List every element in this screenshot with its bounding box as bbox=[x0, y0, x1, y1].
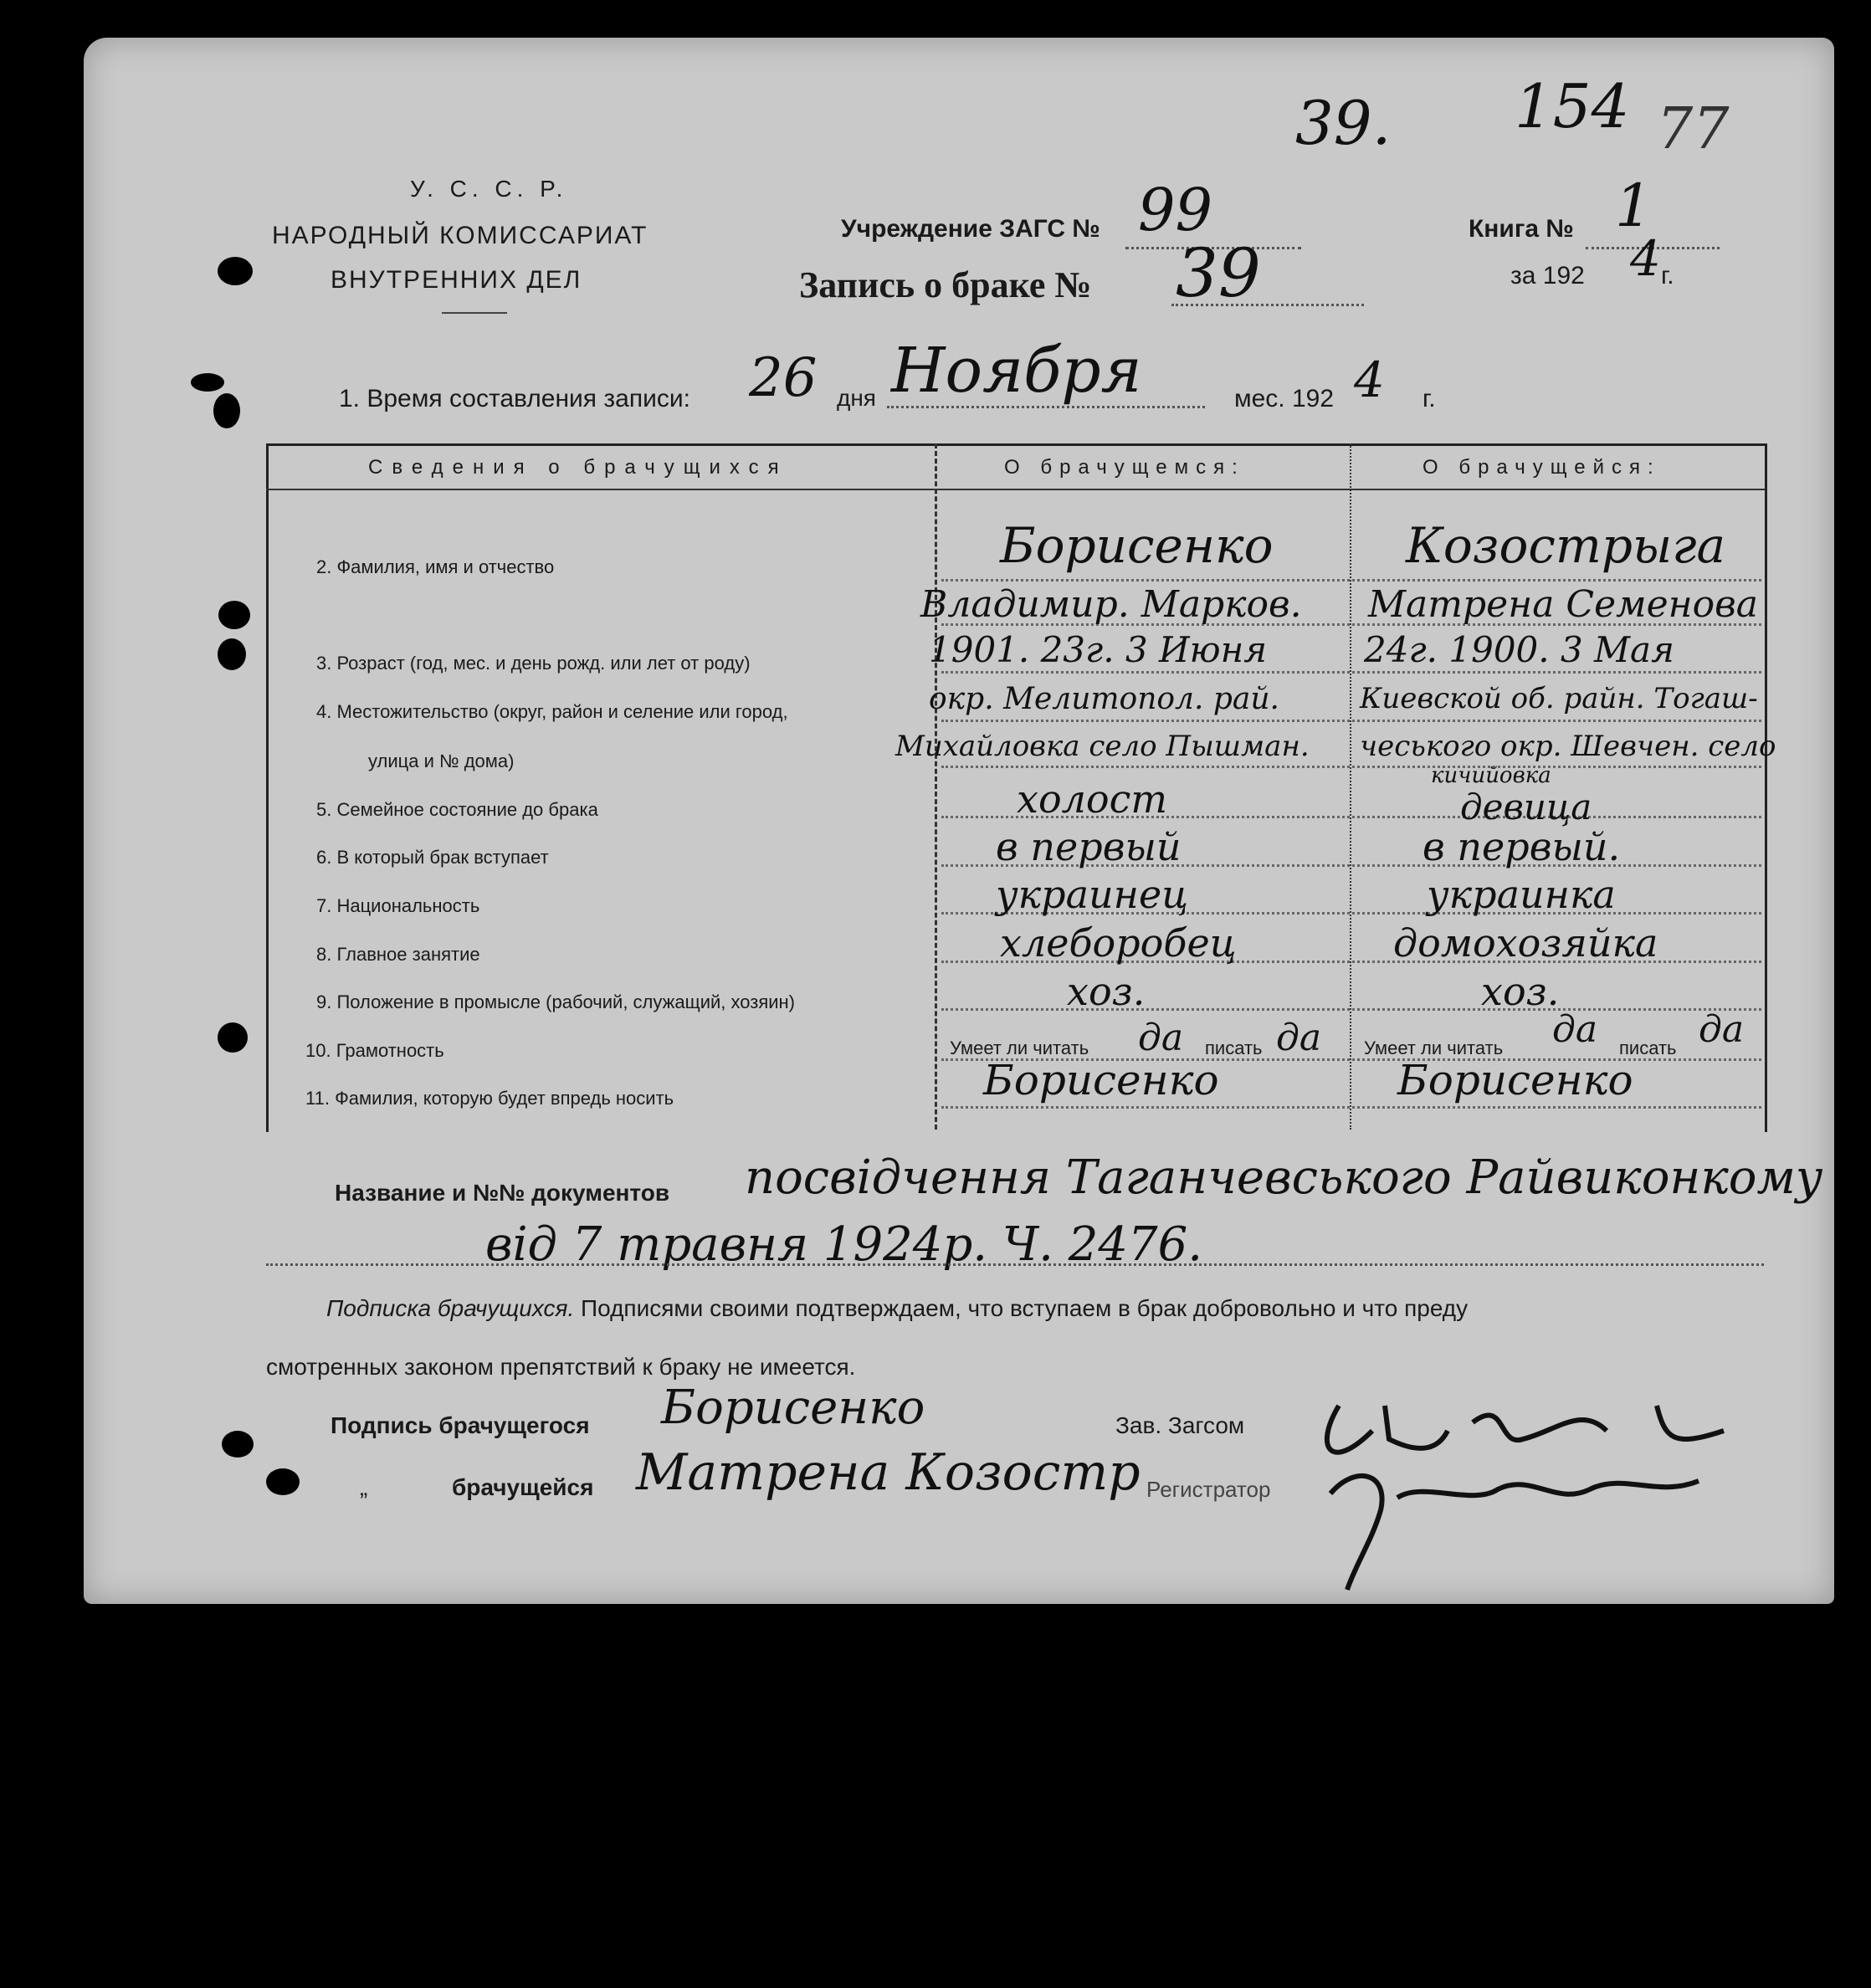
consent-title: Подписка брачущихся. bbox=[326, 1295, 575, 1321]
bride-signature-label: брачущейся bbox=[452, 1474, 594, 1500]
header-divider bbox=[442, 312, 507, 314]
bride-position: хоз. bbox=[1481, 969, 1560, 1014]
table-col-divider-2 bbox=[1350, 443, 1351, 1130]
table-header-groom: О брачущемся: bbox=[1004, 456, 1245, 479]
bride-marital: девица bbox=[1460, 786, 1592, 827]
month-dotline bbox=[887, 406, 1205, 408]
groom-given-names: Владимир. Марков. bbox=[920, 583, 1302, 626]
documents-label: Название и №№ документов bbox=[335, 1180, 670, 1206]
groom-literacy-read: да bbox=[1138, 1017, 1184, 1059]
punch-hole bbox=[191, 373, 224, 392]
bride-literacy-write-label: писать bbox=[1619, 1038, 1677, 1058]
punch-hole bbox=[218, 638, 246, 670]
row-label-position: 9. Положение в промысле (рабочий, служащий, хозяин) bbox=[316, 991, 795, 1012]
row-label-name: 2. Фамилия, имя и отчество bbox=[316, 556, 555, 577]
consent-line1 bbox=[326, 1295, 1468, 1322]
item1-day-word: дня bbox=[837, 385, 876, 411]
groom-residence-1: окр. Мелитопол. рай. bbox=[929, 682, 1279, 716]
documents-line1: посвідчення Таганчевського Райвиконкому bbox=[745, 1150, 1823, 1205]
bride-literacy-write: да bbox=[1699, 1008, 1745, 1051]
table-header-line bbox=[266, 489, 1765, 490]
bride-given-names: Матрена Семенова bbox=[1368, 583, 1758, 626]
table-header-info: Сведения о брачущихся bbox=[368, 456, 788, 479]
item1-month: Ноября bbox=[891, 335, 1142, 407]
row-line bbox=[941, 671, 1761, 674]
book-value: 1 bbox=[1615, 172, 1653, 240]
item1-day: 26 bbox=[749, 347, 818, 409]
bride-age: 24г. 1900. 3 Мая bbox=[1364, 629, 1674, 670]
row-label-residence: 4. Местожительство (округ, район и селение или город, bbox=[316, 701, 788, 722]
row-line bbox=[941, 1008, 1761, 1011]
bride-occupation: домохозяйка bbox=[1393, 920, 1658, 966]
row-label-surname: 11. Фамилия, которую будет впредь носить bbox=[305, 1088, 674, 1109]
bride-literacy-read: да bbox=[1552, 1008, 1598, 1051]
row-line bbox=[941, 766, 1761, 768]
commissariat-line2: ВНУТРЕННИХ ДЕЛ bbox=[331, 266, 582, 294]
row-line bbox=[941, 579, 1761, 582]
groom-literacy-write: да bbox=[1276, 1017, 1322, 1059]
row-label-age: 3. Розраст (год, мес. и день рожд. или лет от роду) bbox=[316, 653, 751, 674]
row-label-marriage-count: 6. В который брак вступает bbox=[316, 847, 549, 868]
groom-occupation: хлеборобец bbox=[1000, 920, 1237, 966]
punch-hole bbox=[218, 257, 253, 285]
registrar-label: Регистратор bbox=[1146, 1477, 1271, 1502]
groom-age: 1901. 23г. 3 Июня bbox=[929, 629, 1268, 670]
bride-signature-prefix: „ bbox=[360, 1474, 368, 1500]
groom-position: хоз. bbox=[1067, 969, 1146, 1014]
bride-nationality: украинка bbox=[1427, 872, 1616, 917]
table-header-bride: О брачущейся: bbox=[1422, 456, 1661, 479]
item1-month-word: мес. 192 bbox=[1234, 385, 1335, 412]
bride-signature: Матрена Козостр bbox=[636, 1443, 1141, 1502]
bride-future-surname: Борисенко bbox=[1397, 1056, 1633, 1104]
official-signature-graphic bbox=[1305, 1372, 1774, 1598]
groom-literacy-write-label: писать bbox=[1205, 1038, 1263, 1058]
row-line bbox=[941, 1106, 1761, 1109]
bride-marriage-count: в первый. bbox=[1422, 824, 1621, 869]
book-year-suffix: г. bbox=[1661, 262, 1674, 289]
row-line bbox=[941, 720, 1761, 722]
row-label-marital: 5. Семейное состояние до брака bbox=[316, 799, 598, 820]
book-label: Книга № bbox=[1469, 215, 1574, 243]
bride-residence-1: Киевской об. райн. Тогаш- bbox=[1360, 682, 1758, 715]
groom-surname: Борисенко bbox=[1000, 517, 1274, 574]
groom-nationality: украинец bbox=[996, 872, 1189, 917]
archive-number-3: 77 bbox=[1657, 96, 1730, 162]
punch-hole bbox=[213, 393, 240, 428]
groom-signature: Борисенко bbox=[661, 1381, 925, 1435]
item1-year-suffix: г. bbox=[1422, 385, 1436, 412]
commissariat-line1: НАРОДНЫЙ КОМИССАРИАТ bbox=[272, 222, 648, 249]
bride-surname: Козострыга bbox=[1406, 517, 1726, 574]
groom-marital: холост bbox=[1017, 776, 1168, 822]
item1-year-digit: 4 bbox=[1354, 351, 1385, 408]
zags-label: Учреждение ЗАГС № bbox=[841, 215, 1100, 243]
groom-signature-label: Подпись брачущегося bbox=[331, 1412, 590, 1438]
groom-literacy-read-label: Умеет ли читать bbox=[950, 1038, 1089, 1058]
consent-text: Подписями своими подтверждаем, что вступаем в брак добровольно и что преду bbox=[581, 1295, 1469, 1321]
punch-hole bbox=[266, 1468, 300, 1495]
book-year-digit: 4 bbox=[1630, 230, 1661, 287]
table-col-divider-1 bbox=[935, 443, 937, 1130]
groom-future-surname: Борисенко bbox=[983, 1056, 1219, 1104]
head-label: Зав. Загсом bbox=[1115, 1412, 1245, 1438]
row-label-literacy: 10. Грамотность bbox=[305, 1040, 444, 1061]
groom-marriage-count: в первый bbox=[996, 824, 1182, 869]
consent-line2: смотренных законом препятствий к браку не имеется. bbox=[266, 1354, 856, 1380]
punch-hole bbox=[218, 601, 250, 629]
archive-number-1: 39. bbox=[1295, 88, 1392, 158]
punch-hole bbox=[218, 1022, 248, 1053]
item1-label: 1. Время составления записи: bbox=[339, 385, 690, 412]
row-label-occupation: 8. Главное занятие bbox=[316, 944, 480, 965]
ussr-label: У. С. С. Р. bbox=[410, 176, 568, 202]
record-number: 39 bbox=[1176, 234, 1261, 312]
documents-dotline bbox=[266, 1263, 1764, 1266]
record-title: Запись о браке № bbox=[799, 264, 1092, 305]
bride-residence-3: кичийовка bbox=[1431, 763, 1551, 788]
documents-line2: від 7 травня 1924р. Ч. 2476. bbox=[485, 1217, 1203, 1272]
punch-hole bbox=[222, 1431, 254, 1458]
row-label-residence-2: улица и № дома) bbox=[368, 751, 515, 771]
groom-residence-2: Михайловка село Пышман. bbox=[895, 730, 1310, 763]
record-dotline bbox=[1171, 304, 1364, 306]
bride-residence-2: чеського окр. Шевчен. село bbox=[1360, 730, 1776, 763]
archive-number-2: 154 bbox=[1515, 71, 1630, 141]
book-year-prefix: за 192 bbox=[1510, 262, 1585, 289]
row-label-nationality: 7. Национальность bbox=[316, 895, 480, 916]
bride-literacy-read-label: Умеет ли читать bbox=[1364, 1038, 1504, 1058]
zags-value: 99 bbox=[1138, 176, 1213, 244]
